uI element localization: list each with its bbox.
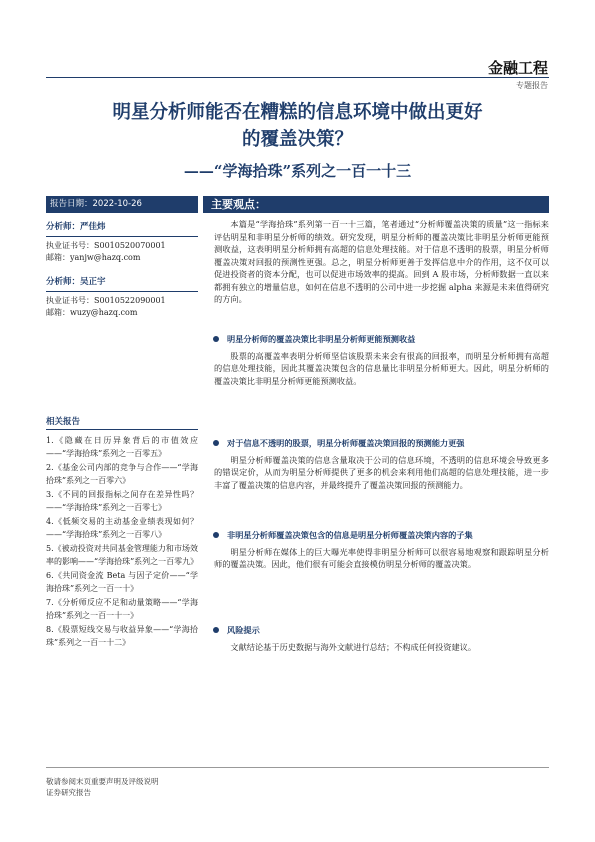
section-block xyxy=(214,624,549,653)
header-divider xyxy=(46,77,549,78)
report-date-bar: 报告日期：2022-10-26 xyxy=(46,196,198,213)
section-heading: 风险提示 xyxy=(214,624,549,637)
analyst-cert: 执业证书号：S0010522090001 xyxy=(46,295,166,305)
related-report-item[interactable]: 1.《隐藏在日历异象背后的市值效应——“学海拾珠”系列之一百零五》 xyxy=(46,436,198,458)
section-body: 股票的高覆盖率表明分析师坚信该股票未来会有很高的回报率，而明星分析师拥有高超的信息处理技能，因此其覆盖决策包含的信息量比非明星分析师更大。因此，明星分析师的覆盖决策比非明星分析师更能预测收益。 xyxy=(214,350,549,386)
section-heading: 非明星分析师覆盖决策包含的信息是明星分析师覆盖决策内容的子集 xyxy=(214,529,549,542)
related-report-item[interactable]: 7.《分析师反应不足和动量策略——“学海拾珠”系列之一百一十一》 xyxy=(46,598,198,620)
bullet-icon xyxy=(213,627,219,633)
section-heading: 对于信息不透明的股票，明星分析师覆盖决策回报的预测能力更强 xyxy=(214,437,549,450)
footer-label: 证券研究报告 xyxy=(46,788,91,797)
related-report-item[interactable]: 8.《股票短线交易与收益异象——“学海拾珠”系列之一百一十二》 xyxy=(46,625,198,647)
section-heading: 明星分析师的覆盖决策比非明星分析师更能预测收益 xyxy=(214,333,549,346)
analyst-block xyxy=(46,276,198,320)
section-body: 明星分析师覆盖决策的信息含量取决于公司的信息环境，不透明的信息环境会导致更多的错误定价，从而为明星分析师提供了更多的机会来利用他们高超的信息处理技能，进一步丰富了覆盖决策的信息内容，并最终提升了覆盖决策回报的预测能力。 xyxy=(214,454,549,490)
footer-divider xyxy=(46,767,549,768)
footer xyxy=(46,776,159,798)
bullet-icon xyxy=(213,532,219,538)
related-reports-header: 相关报告 xyxy=(46,415,198,430)
intro-paragraph: 本篇是“学海拾珠”系列第一百一十三篇，笔者通过“分析师覆盖决策的质量”这一指标来评估明星和非明星分析师的绩效。研究发现，明星分析师的覆盖决策比非明星分析师更能预测收益，这表明明星分析师拥有高超的信息处理技能。对于信息不透明的股票，明星分析师覆盖决策对回报的预测性更强。总之，明星分析师更善于发挥信息中介的作用，这不仅可以促进投资者的资本分配，也可以促进市场效率的提高。回到 A 股市场，分析师数据一直以来都拥有独立的增量信息，如何在信息不透明的公司中进一步挖掘 alpha 来源是未来值得研究的方向。 xyxy=(214,219,549,304)
analyst-email[interactable]: 邮箱：wuzy@hazq.com xyxy=(46,308,138,317)
report-category: 金融工程 xyxy=(487,59,548,77)
related-report-item[interactable]: 3.《不同的回报指标之间存在差异性吗？——“学海拾珠”系列之一百零七》 xyxy=(46,490,198,512)
bullet-icon xyxy=(213,336,219,342)
intro-paragraph-block xyxy=(214,218,549,306)
analyst-cert: 执业证书号：S0010520070001 xyxy=(46,240,166,250)
bullet-icon xyxy=(213,440,219,446)
section-body: 文献结论基于历史数据与海外文献进行总结；不构成任何投资建议。 xyxy=(230,641,477,652)
section-block xyxy=(214,437,549,491)
related-report-item[interactable]: 6.《共同资金流 Beta 与因子定价——“学海拾珠”系列之一百一十》 xyxy=(46,571,198,593)
title-line-2: 的覆盖决策？ xyxy=(241,129,353,150)
report-type: 专题报告 xyxy=(516,81,548,90)
analyst-name: 分析师：严佳炜 xyxy=(46,221,198,237)
related-reports xyxy=(46,415,198,650)
report-subtitle: ——“学海拾珠”系列之一百一十三 xyxy=(183,162,412,180)
section-block xyxy=(214,529,549,571)
section-block xyxy=(214,333,549,387)
analyst-block xyxy=(46,221,198,265)
analyst-email[interactable]: 邮箱：yanjw@hazq.com xyxy=(46,253,141,262)
related-report-item[interactable]: 5.《被动投资对共同基金管理能力和市场效率的影响——“学海拾珠”系列之一百零九》 xyxy=(46,544,199,566)
related-report-item[interactable]: 4.《低频交易的主动基金业绩表现如何？——“学海拾珠”系列之一百零八》 xyxy=(46,517,198,539)
main-opinion-bar: 主要观点： xyxy=(203,196,549,213)
footer-disclaimer-link[interactable]: 敬请参阅末页重要声明及评级说明 xyxy=(46,777,159,786)
report-title xyxy=(46,99,549,153)
section-body: 明星分析师在媒体上的巨大曝光率使得非明星分析师可以很容易地观察和跟踪明星分析师的覆盖决策。因此，他们很有可能会直接模仿明星分析师的覆盖决策。 xyxy=(214,546,549,569)
related-report-item[interactable]: 2.《基金公司内部的竞争与合作——“学海拾珠”系列之一百零六》 xyxy=(46,463,198,485)
analyst-name: 分析师：吴正宇 xyxy=(46,276,198,292)
title-line-1: 明星分析师能否在糟糕的信息环境中做出更好 xyxy=(112,102,483,123)
